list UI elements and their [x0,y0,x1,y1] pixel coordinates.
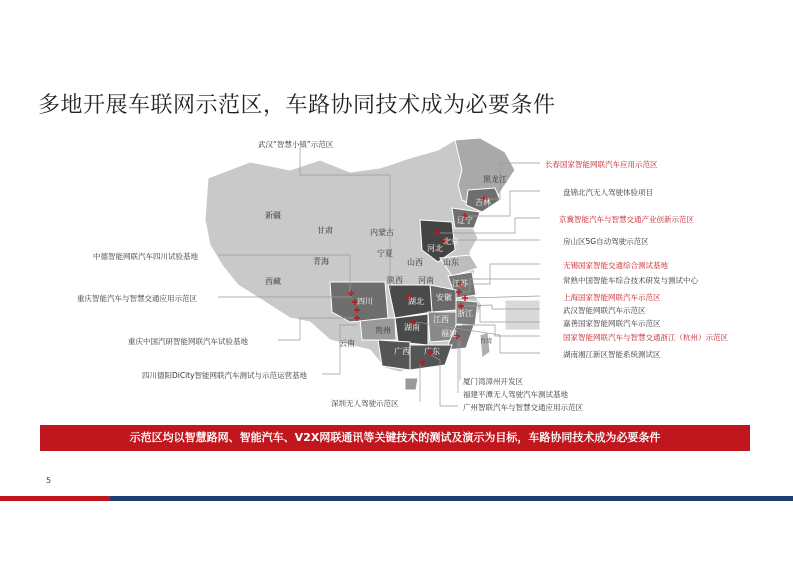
label-chongqing-caeri: 重庆中国汽研智能网联汽车试验基地 [128,337,248,346]
province-henan: 河南 [418,276,434,285]
label-wuxi: 无锡国家智能交通综合测试基地 [563,261,668,270]
province-fujian: 福建 [441,329,457,338]
label-shanghai: 上海国家智能网联汽车示范区 [563,293,661,302]
label-pingtan: 福建平潭无人驾驶汽车测试基地 [463,390,568,399]
label-jiashan: 嘉善国家智能网联汽车示范区 [563,319,661,328]
province-anhui: 安徽 [436,293,452,302]
province-yunnan: 云南 [339,339,355,348]
province-qinghai: 青海 [313,257,329,266]
province-ningxia: 宁夏 [377,249,393,258]
footer-bar-red [0,496,110,501]
province-gansu: 甘肃 [317,226,333,235]
province-xinjiang: 新疆 [265,211,281,220]
label-wuhan-smart-town: 武汉“智慧小镇”示范区 [258,140,334,149]
province-guizhou: 贵州 [375,326,391,335]
page-number: 5 [46,476,52,485]
province-beijing: 北京 [443,237,459,246]
province-shanxi: 山西 [407,258,423,267]
province-hebei: 河北 [427,244,443,253]
province-taiwan: 台湾 [480,338,493,345]
label-hangzhou: 国家智能网联汽车与智慧交通浙江（杭州）示范区 [563,333,728,342]
label-hunan-xiangjiang: 湖南湘江新区智能系统测试区 [563,350,661,359]
label-deyang-dicity: 四川德阳DiCity智能网联汽车测试与示范运营基地 [142,371,308,380]
province-xizang: 西藏 [265,277,281,286]
province-heilongjiang: 黑龙江 [483,175,507,184]
label-changshu: 常熟中国智能车综合技术研发与测试中心 [563,276,698,285]
label-shenzhen: 深圳无人驾驶示范区 [331,399,399,408]
province-neimenggu: 内蒙古 [370,228,394,237]
label-jingji: 京冀智能汽车与智慧交通产业创新示范区 [559,215,694,224]
province-sichuan: 四川 [357,297,373,306]
label-panjin: 盘锦北汽无人驾驶体验项目 [563,188,653,197]
province-shandong: 山东 [443,258,459,267]
province-zhejiang: 浙江 [457,309,473,318]
label-xiamen: 厦门湾漳州开发区 [463,377,523,386]
province-shaanxi: 陕西 [387,276,403,285]
label-changchun: 长春国家智能网联汽车应用示范区 [545,160,658,169]
province-liaoning: 辽宁 [457,216,473,225]
hainan-shape [405,378,418,390]
label-chongqing-smart-traffic: 重庆智能汽车与智慧交通应用示范区 [77,294,197,303]
province-guangdong: 广东 [424,347,440,356]
label-fangshan: 房山区5G自动驾驶示范区 [563,237,649,246]
province-jilin: 吉林 [475,198,491,207]
label-sichuan-sino-german: 中德智能网联汽车四川试验基地 [93,252,198,261]
province-guangxi: 广西 [394,347,410,356]
summary-banner: 示范区均以智慧路网、智能汽车、V2X网联通讯等关键技术的测试及演示为目标，车路协同技术成为必要条件 [40,425,750,451]
province-jiangxi: 江西 [433,315,449,324]
south-sea-inset [505,300,540,330]
province-hubei: 湖北 [408,297,424,306]
province-jiangsu: 江苏 [452,279,468,288]
label-guangzhou: 广州智联汽车与智慧交通应用示范区 [463,403,583,412]
label-wuhan: 武汉智能网联汽车示范区 [563,306,646,315]
province-hunan: 湖南 [404,323,420,332]
footer-bar-blue [110,496,793,501]
page-title: 多地开展车联网示范区，车路协同技术成为必要条件 [38,93,556,118]
